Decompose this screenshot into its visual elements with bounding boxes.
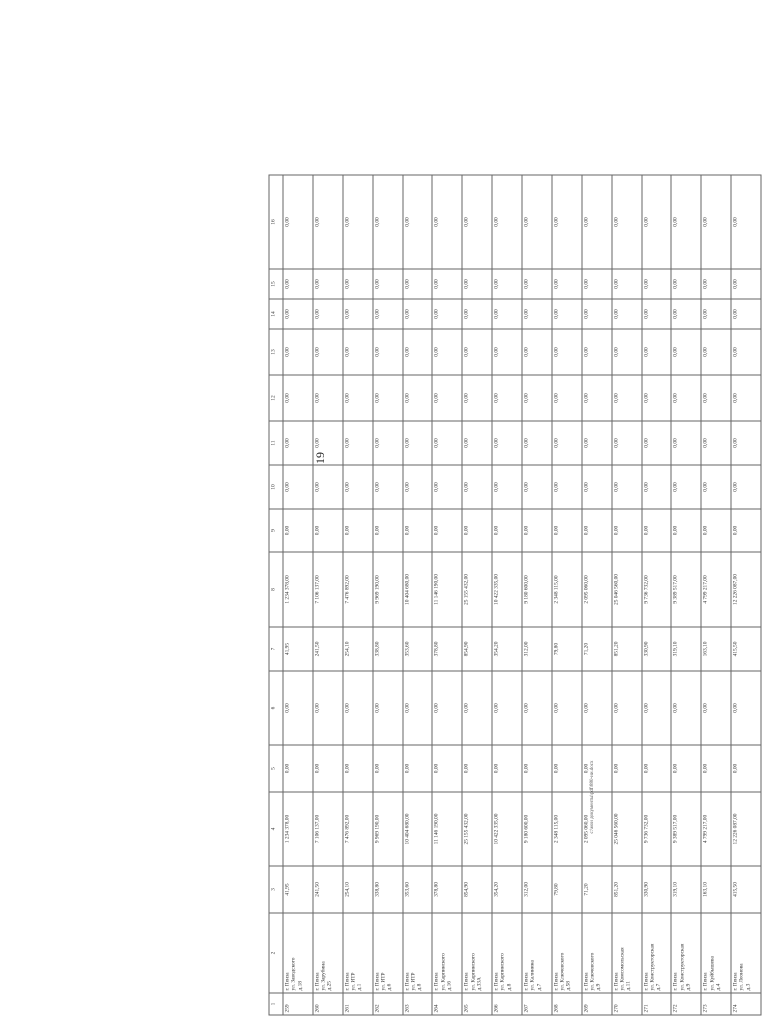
- data-table: [269, 175, 762, 1016]
- value-cell: 0,00: [283, 745, 313, 792]
- value-cell: 0,00: [432, 465, 462, 509]
- value-cell: 0,00: [701, 375, 731, 421]
- value-cell: 312,00: [522, 866, 552, 913]
- value-cell: 0,00: [432, 269, 462, 299]
- value-cell: 163,10: [701, 627, 731, 671]
- address-cell: г. Пенза ул. Конструкторская д.9: [671, 913, 701, 993]
- value-cell: 0,00: [522, 329, 552, 375]
- value-cell: 0,00: [462, 509, 492, 552]
- address-cell: г. Пенза ул. Комсомольская д.11: [612, 913, 642, 993]
- value-cell: 71,20: [582, 627, 612, 671]
- value-cell: 0,00: [432, 421, 462, 465]
- value-cell: 0,00: [731, 329, 761, 375]
- value-cell: 0,00: [612, 269, 642, 299]
- value-cell: 0,00: [701, 175, 731, 269]
- value-cell: 0,00: [701, 509, 731, 552]
- value-cell: 0,00: [403, 299, 433, 329]
- value-cell: 0,00: [462, 375, 492, 421]
- table-row: [522, 175, 552, 1015]
- value-cell: 0,00: [522, 465, 552, 509]
- address-cell: г. Пенза ул. Заводского д.18: [283, 913, 313, 993]
- value-cell: 0,00: [403, 745, 433, 792]
- value-cell: 0,00: [462, 299, 492, 329]
- value-cell: 0,00: [462, 175, 492, 269]
- value-cell: 0,00: [403, 509, 433, 552]
- value-cell: 10 422 335,00: [492, 552, 522, 627]
- value-cell: 0,00: [343, 375, 373, 421]
- value-cell: 0,00: [432, 175, 462, 269]
- value-cell: 851,20: [612, 627, 642, 671]
- footer-file-path: c:\мои документы\pdf\880-ии.docx: [590, 760, 595, 834]
- table-row: [313, 175, 343, 1015]
- value-cell: 0,00: [731, 421, 761, 465]
- value-cell: 0,00: [552, 465, 582, 509]
- value-cell: 9 736 732,00: [642, 552, 672, 627]
- row-number-cell: 272: [671, 993, 701, 1015]
- value-cell: 0,00: [343, 421, 373, 465]
- column-header: 3: [269, 866, 283, 913]
- value-cell: 415,50: [731, 627, 761, 671]
- value-cell: 0,00: [731, 175, 761, 269]
- value-cell: 0,00: [612, 329, 642, 375]
- value-cell: 854,90: [462, 866, 492, 913]
- table-row: [373, 175, 403, 1015]
- value-cell: 854,90: [462, 627, 492, 671]
- column-header: 14: [269, 299, 283, 329]
- column-header: 11: [269, 421, 283, 465]
- value-cell: 0,00: [612, 745, 642, 792]
- value-cell: 1 234 378,00: [283, 552, 313, 627]
- address-cell: г. Пенза ул. ИТР д.8: [403, 913, 433, 993]
- value-cell: 0,00: [671, 745, 701, 792]
- table-body: [283, 175, 761, 1015]
- value-cell: 0,00: [373, 299, 403, 329]
- address-cell: г. Пенза ул. Ключевского д.9: [582, 913, 612, 993]
- value-cell: 0,00: [462, 745, 492, 792]
- value-cell: 0,00: [403, 671, 433, 745]
- value-cell: 0,00: [432, 745, 462, 792]
- row-number-cell: 271: [642, 993, 672, 1015]
- value-cell: 0,00: [373, 175, 403, 269]
- value-cell: 0,00: [432, 329, 462, 375]
- column-header: 8: [269, 552, 283, 627]
- value-cell: 0,00: [612, 421, 642, 465]
- value-cell: 0,00: [313, 375, 343, 421]
- value-cell: 0,00: [492, 509, 522, 552]
- value-cell: 0,00: [313, 329, 343, 375]
- value-cell: 0,00: [313, 745, 343, 792]
- value-cell: 0,00: [313, 421, 343, 465]
- value-cell: 0,00: [522, 671, 552, 745]
- value-cell: 0,00: [492, 299, 522, 329]
- value-cell: 0,00: [403, 329, 433, 375]
- value-cell: 0,00: [671, 175, 701, 269]
- value-cell: 0,00: [671, 299, 701, 329]
- address-cell: г. Пенза ул. Куйбышева д.4: [701, 913, 731, 993]
- table-row: [671, 175, 701, 1015]
- value-cell: 0,00: [582, 465, 612, 509]
- value-cell: 0,00: [283, 671, 313, 745]
- value-cell: 354,20: [492, 627, 522, 671]
- address-cell: г. Пенза ул. Зарубина д.25: [313, 913, 343, 993]
- value-cell: 353,60: [403, 627, 433, 671]
- value-cell: 0,00: [612, 671, 642, 745]
- value-cell: 9 969 190,00: [373, 552, 403, 627]
- value-cell: 0,00: [671, 421, 701, 465]
- value-cell: 0,00: [582, 299, 612, 329]
- value-cell: 0,00: [671, 329, 701, 375]
- value-cell: 2 348 115,00: [552, 552, 582, 627]
- row-number-cell: 270: [612, 993, 642, 1015]
- value-cell: 0,00: [522, 375, 552, 421]
- table-row: [582, 175, 612, 1015]
- value-cell: 0,00: [552, 329, 582, 375]
- row-number-cell: 266: [492, 993, 522, 1015]
- value-cell: 2 095 060,00: [582, 552, 612, 627]
- value-cell: 0,00: [671, 509, 701, 552]
- value-cell: 7 106 137,00: [313, 552, 343, 627]
- value-cell: 0,00: [313, 465, 343, 509]
- value-cell: 851,20: [612, 866, 642, 913]
- value-cell: 319,10: [671, 866, 701, 913]
- value-cell: 0,00: [343, 509, 373, 552]
- value-cell: 0,00: [343, 175, 373, 269]
- table-row: [432, 175, 462, 1015]
- value-cell: 0,00: [373, 329, 403, 375]
- value-cell: 0,00: [642, 375, 672, 421]
- value-cell: 41,95: [283, 866, 313, 913]
- address-cell: г. Пенза ул. Конструкторская д.7: [642, 913, 672, 993]
- address-cell: г. Пенза ул. Калинина д.7: [522, 913, 552, 993]
- table-row: [343, 175, 373, 1015]
- value-cell: 0,00: [492, 329, 522, 375]
- value-cell: 0,00: [731, 509, 761, 552]
- row-number-cell: 263: [403, 993, 433, 1015]
- value-cell: 378,80: [432, 866, 462, 913]
- value-cell: 0,00: [432, 375, 462, 421]
- table-row: [403, 175, 433, 1015]
- column-header: 7: [269, 627, 283, 671]
- value-cell: 0,00: [671, 671, 701, 745]
- value-cell: 10 422 335,00: [492, 792, 522, 866]
- value-cell: 0,00: [552, 175, 582, 269]
- value-cell: 0,00: [582, 421, 612, 465]
- value-cell: 0,00: [731, 299, 761, 329]
- value-cell: 10 404 680,00: [403, 792, 433, 866]
- value-cell: 0,00: [462, 421, 492, 465]
- value-cell: 0,00: [552, 269, 582, 299]
- column-header: 5: [269, 745, 283, 792]
- value-cell: 9 180 600,00: [522, 552, 552, 627]
- value-cell: 0,00: [731, 375, 761, 421]
- value-cell: 11 146 190,00: [432, 792, 462, 866]
- table-row: [283, 175, 313, 1015]
- value-cell: 0,00: [582, 671, 612, 745]
- row-number-cell: 267: [522, 993, 552, 1015]
- value-cell: 241,50: [313, 627, 343, 671]
- value-cell: 0,00: [582, 745, 612, 792]
- address-cell: г. Пенза ул. Карпинского д.33А: [462, 913, 492, 993]
- value-cell: 0,00: [522, 175, 552, 269]
- value-cell: 330,90: [642, 627, 672, 671]
- value-cell: 79,80: [552, 627, 582, 671]
- value-cell: 4 799 217,00: [701, 792, 731, 866]
- row-number-cell: 260: [313, 993, 343, 1015]
- value-cell: 0,00: [671, 269, 701, 299]
- column-header: 16: [269, 175, 283, 269]
- value-cell: 0,00: [731, 745, 761, 792]
- value-cell: 79,80: [552, 866, 582, 913]
- value-cell: 9 389 517,00: [671, 552, 701, 627]
- value-cell: 0,00: [432, 671, 462, 745]
- value-cell: 25 155 432,00: [462, 552, 492, 627]
- value-cell: 354,20: [492, 866, 522, 913]
- value-cell: 163,10: [701, 866, 731, 913]
- value-cell: 9 180 600,00: [522, 792, 552, 866]
- value-cell: 0,00: [462, 329, 492, 375]
- value-cell: 4 799 217,00: [701, 552, 731, 627]
- value-cell: 0,00: [403, 421, 433, 465]
- value-cell: 0,00: [701, 269, 731, 299]
- value-cell: 0,00: [462, 465, 492, 509]
- value-cell: 0,00: [552, 671, 582, 745]
- value-cell: 0,00: [552, 299, 582, 329]
- value-cell: 0,00: [403, 269, 433, 299]
- value-cell: 0,00: [701, 329, 731, 375]
- row-number-cell: 265: [462, 993, 492, 1015]
- value-cell: 0,00: [612, 175, 642, 269]
- value-cell: 0,00: [552, 421, 582, 465]
- value-cell: 0,00: [343, 329, 373, 375]
- column-header: 1: [269, 993, 283, 1015]
- value-cell: 0,00: [642, 671, 672, 745]
- value-cell: 0,00: [462, 671, 492, 745]
- value-cell: 0,00: [432, 299, 462, 329]
- value-cell: 0,00: [403, 175, 433, 269]
- value-cell: 0,00: [552, 509, 582, 552]
- address-cell: г. Пенза ул. ИТР д.1: [343, 913, 373, 993]
- table-row: [642, 175, 672, 1015]
- value-cell: 0,00: [283, 269, 313, 299]
- value-cell: 338,80: [373, 627, 403, 671]
- value-cell: 254,10: [343, 866, 373, 913]
- value-cell: 241,50: [313, 866, 343, 913]
- value-cell: 0,00: [403, 465, 433, 509]
- column-header: 15: [269, 269, 283, 299]
- page-number: 19: [313, 452, 327, 464]
- value-cell: 0,00: [283, 375, 313, 421]
- value-cell: 0,00: [612, 509, 642, 552]
- value-cell: 330,90: [642, 866, 672, 913]
- value-cell: 0,00: [582, 175, 612, 269]
- value-cell: 319,10: [671, 627, 701, 671]
- value-cell: 0,00: [462, 269, 492, 299]
- value-cell: 0,00: [701, 671, 731, 745]
- table-container: [269, 176, 762, 1016]
- table-row: [701, 175, 731, 1015]
- value-cell: 0,00: [283, 421, 313, 465]
- value-cell: 0,00: [373, 421, 403, 465]
- value-cell: 0,00: [642, 745, 672, 792]
- value-cell: 0,00: [432, 509, 462, 552]
- value-cell: 0,00: [731, 671, 761, 745]
- value-cell: 0,00: [373, 375, 403, 421]
- value-cell: 0,00: [283, 329, 313, 375]
- value-cell: 0,00: [403, 375, 433, 421]
- value-cell: 0,00: [582, 509, 612, 552]
- value-cell: 0,00: [522, 509, 552, 552]
- value-cell: 9 389 517,00: [671, 792, 701, 866]
- value-cell: 353,60: [403, 866, 433, 913]
- table-row: [612, 175, 642, 1015]
- table-row: [462, 175, 492, 1015]
- row-number-cell: 268: [552, 993, 582, 1015]
- value-cell: 0,00: [612, 299, 642, 329]
- value-cell: 0,00: [582, 375, 612, 421]
- value-cell: 0,00: [492, 269, 522, 299]
- value-cell: 0,00: [492, 465, 522, 509]
- value-cell: 0,00: [313, 509, 343, 552]
- column-header: 12: [269, 375, 283, 421]
- value-cell: 0,00: [522, 421, 552, 465]
- value-cell: 0,00: [492, 671, 522, 745]
- value-cell: 0,00: [492, 375, 522, 421]
- value-cell: 0,00: [313, 269, 343, 299]
- row-number-cell: 259: [283, 993, 313, 1015]
- value-cell: 7 476 892,00: [343, 552, 373, 627]
- value-cell: 0,00: [701, 299, 731, 329]
- value-cell: 0,00: [701, 745, 731, 792]
- value-cell: 1 234 378,00: [283, 792, 313, 866]
- value-cell: 9 969 190,00: [373, 792, 403, 866]
- value-cell: 0,00: [642, 509, 672, 552]
- value-cell: 0,00: [642, 269, 672, 299]
- value-cell: 0,00: [522, 269, 552, 299]
- value-cell: 0,00: [492, 175, 522, 269]
- value-cell: 0,00: [313, 671, 343, 745]
- value-cell: 0,00: [313, 299, 343, 329]
- value-cell: 0,00: [671, 465, 701, 509]
- address-cell: г. Пенза ул. Карпинского д.8: [492, 913, 522, 993]
- value-cell: 0,00: [492, 421, 522, 465]
- value-cell: 0,00: [283, 175, 313, 269]
- address-cell: г. Пенза ул. Ключевского д.58: [552, 913, 582, 993]
- value-cell: 0,00: [373, 465, 403, 509]
- value-cell: 0,00: [701, 421, 731, 465]
- table-row: [731, 175, 761, 1015]
- value-cell: 10 404 680,00: [403, 552, 433, 627]
- value-cell: 0,00: [522, 745, 552, 792]
- value-cell: 0,00: [283, 465, 313, 509]
- value-cell: 0,00: [552, 375, 582, 421]
- column-header: 4: [269, 792, 283, 866]
- value-cell: 11 146 190,00: [432, 552, 462, 627]
- value-cell: 0,00: [552, 745, 582, 792]
- value-cell: 338,80: [373, 866, 403, 913]
- table-row: [492, 175, 522, 1015]
- row-number-cell: 261: [343, 993, 373, 1015]
- value-cell: 0,00: [582, 329, 612, 375]
- value-cell: 0,00: [373, 269, 403, 299]
- value-cell: 415,50: [731, 866, 761, 913]
- value-cell: 0,00: [343, 745, 373, 792]
- address-cell: г. Пенза ул. Карпинского д.16: [432, 913, 462, 993]
- value-cell: 0,00: [343, 671, 373, 745]
- row-number-cell: 269: [582, 993, 612, 1015]
- table-header-row: [269, 175, 283, 1015]
- column-header: 2: [269, 913, 283, 993]
- value-cell: 0,00: [612, 465, 642, 509]
- value-cell: 0,00: [671, 375, 701, 421]
- value-cell: 0,00: [313, 175, 343, 269]
- value-cell: 0,00: [373, 671, 403, 745]
- value-cell: 0,00: [343, 465, 373, 509]
- value-cell: 254,10: [343, 627, 373, 671]
- row-number-cell: 273: [701, 993, 731, 1015]
- address-cell: г. Пенза ул. ИТР д.6: [373, 913, 403, 993]
- value-cell: 0,00: [642, 329, 672, 375]
- value-cell: 2 348 115,00: [552, 792, 582, 866]
- value-cell: 0,00: [283, 509, 313, 552]
- value-cell: 312,00: [522, 627, 552, 671]
- value-cell: 9 736 732,00: [642, 792, 672, 866]
- value-cell: 0,00: [522, 299, 552, 329]
- column-header: 13: [269, 329, 283, 375]
- value-cell: 7 476 892,00: [343, 792, 373, 866]
- row-number-cell: 264: [432, 993, 462, 1015]
- column-header: 6: [269, 671, 283, 745]
- value-cell: 25 046 560,00: [612, 792, 642, 866]
- value-cell: 0,00: [642, 299, 672, 329]
- value-cell: 0,00: [582, 269, 612, 299]
- value-cell: 7 106 137,00: [313, 792, 343, 866]
- value-cell: 0,00: [701, 465, 731, 509]
- value-cell: 0,00: [642, 421, 672, 465]
- value-cell: 12 226 087,00: [731, 792, 761, 866]
- value-cell: 25 155 432,00: [462, 792, 492, 866]
- value-cell: 0,00: [731, 269, 761, 299]
- value-cell: 0,00: [642, 465, 672, 509]
- value-cell: 0,00: [373, 745, 403, 792]
- value-cell: 0,00: [283, 299, 313, 329]
- value-cell: 25 046 560,00: [612, 552, 642, 627]
- value-cell: 71,20: [582, 866, 612, 913]
- value-cell: 0,00: [492, 745, 522, 792]
- value-cell: 378,80: [432, 627, 462, 671]
- value-cell: 0,00: [343, 269, 373, 299]
- row-number-cell: 274: [731, 993, 761, 1015]
- value-cell: 2 095 060,00: [582, 792, 612, 866]
- value-cell: 0,00: [343, 299, 373, 329]
- column-header: 9: [269, 509, 283, 552]
- table-row: [552, 175, 582, 1015]
- column-header: 10: [269, 465, 283, 509]
- value-cell: 0,00: [373, 509, 403, 552]
- value-cell: 41,95: [283, 627, 313, 671]
- value-cell: 0,00: [642, 175, 672, 269]
- value-cell: 12 226 087,00: [731, 552, 761, 627]
- address-cell: г. Пенза ул. Леонова д.3: [731, 913, 761, 993]
- value-cell: 0,00: [612, 375, 642, 421]
- row-number-cell: 262: [373, 993, 403, 1015]
- value-cell: 0,00: [731, 465, 761, 509]
